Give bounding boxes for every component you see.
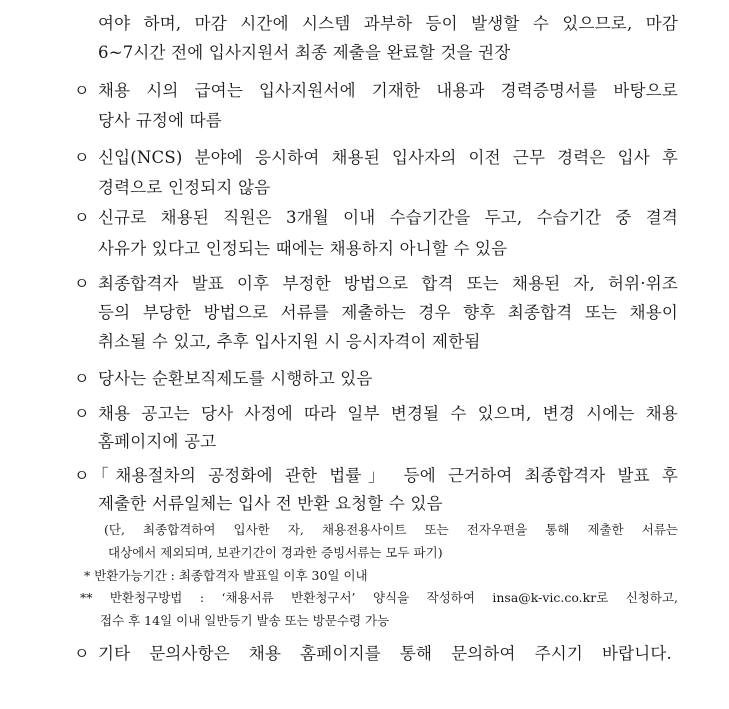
item-4-line-1: 최종합격자 발표 이후 부정한 방법으로 합격 또는 채용된 자, 허위·위조 — [98, 274, 678, 293]
bullet-marker: ㅇ — [74, 81, 90, 100]
item-7-line-2: 제출한 서류일체는 입사 전 반환 요청할 수 있음 — [98, 494, 443, 513]
bullet-marker: ㅇ — [74, 369, 90, 388]
item-2-line-2: 경력으로 인정되지 않음 — [98, 178, 271, 197]
note-star-2-line-2: 접수 후 14일 이내 일반등기 발송 또는 방문수령 가능 — [100, 613, 390, 628]
item-2-line-1: 신입(NCS) 분야에 응시하여 채용된 입사자의 이전 근무 경력은 입사 후 — [98, 148, 678, 167]
bullet-marker: ㅇ — [74, 208, 90, 227]
item-6-line-2: 홈페이지에 공고 — [98, 432, 217, 451]
bullet-marker: ㅇ — [74, 274, 90, 293]
item-4-line-3: 취소될 수 있고, 추후 입사지원 시 응시자격이 제한됨 — [98, 332, 481, 351]
note-paren-line-2: 대상에서 제외되며, 보관기간이 경과한 증빙서류는 모두 파기) — [108, 545, 443, 560]
closing-line: 기타 문의사항은 채용 홈페이지를 통해 문의하여 주시기 바랍니다. — [98, 644, 672, 663]
bullet-marker: ㅇ — [74, 644, 90, 663]
item-3-line-2: 사유가 있다고 인정되는 때에는 채용하지 아니할 수 있음 — [98, 239, 508, 258]
item-7-line-1: 「채용절차의 공정화에 관한 법률」 등에 근거하여 최종합격자 발표 후 — [92, 466, 678, 485]
item-1-line-1: 채용 시의 급여는 입사지원서에 기재한 내용과 경력증명서를 바탕으로 — [98, 81, 678, 100]
item-6-line-1: 채용 공고는 당사 사정에 따라 일부 변경될 수 있으며, 변경 시에는 채용 — [98, 404, 678, 423]
intro-line-2: 6~7시간 전에 입사지원서 최종 제출을 완료할 것을 권장 — [98, 43, 511, 62]
item-5-line-1: 당사는 순환보직제도를 시행하고 있음 — [98, 369, 373, 388]
note-star-2-line-1: ** 반환청구방법 : ‘채용서류 반환청구서’ 양식을 작성하여 insa@k-vic.co.kr로 신청하고, — [80, 590, 678, 605]
item-3-line-1: 신규로 채용된 직원은 3개월 이내 수습기간을 두고, 수습기간 중 결격 — [98, 208, 678, 227]
intro-line-1: 여야 하며, 마감 시간에 시스템 과부하 등이 발생할 수 있으므로, 마감 — [98, 14, 678, 33]
bullet-marker: ㅇ — [74, 466, 90, 485]
note-star-1: * 반환가능기간 : 최종합격자 발표일 이후 30일 이내 — [84, 568, 368, 583]
bullet-marker: ㅇ — [74, 404, 90, 423]
note-paren-line-1: (단, 최종합격하여 입사한 자, 채용전용사이트 또는 전자우편을 통해 제출한 서류는 — [104, 522, 678, 537]
bullet-marker: ㅇ — [74, 148, 90, 167]
item-1-line-2: 당사 규정에 따름 — [98, 111, 222, 130]
item-4-line-2: 등의 부당한 방법으로 서류를 제출하는 경우 향후 최종합격 또는 채용이 — [98, 303, 678, 322]
